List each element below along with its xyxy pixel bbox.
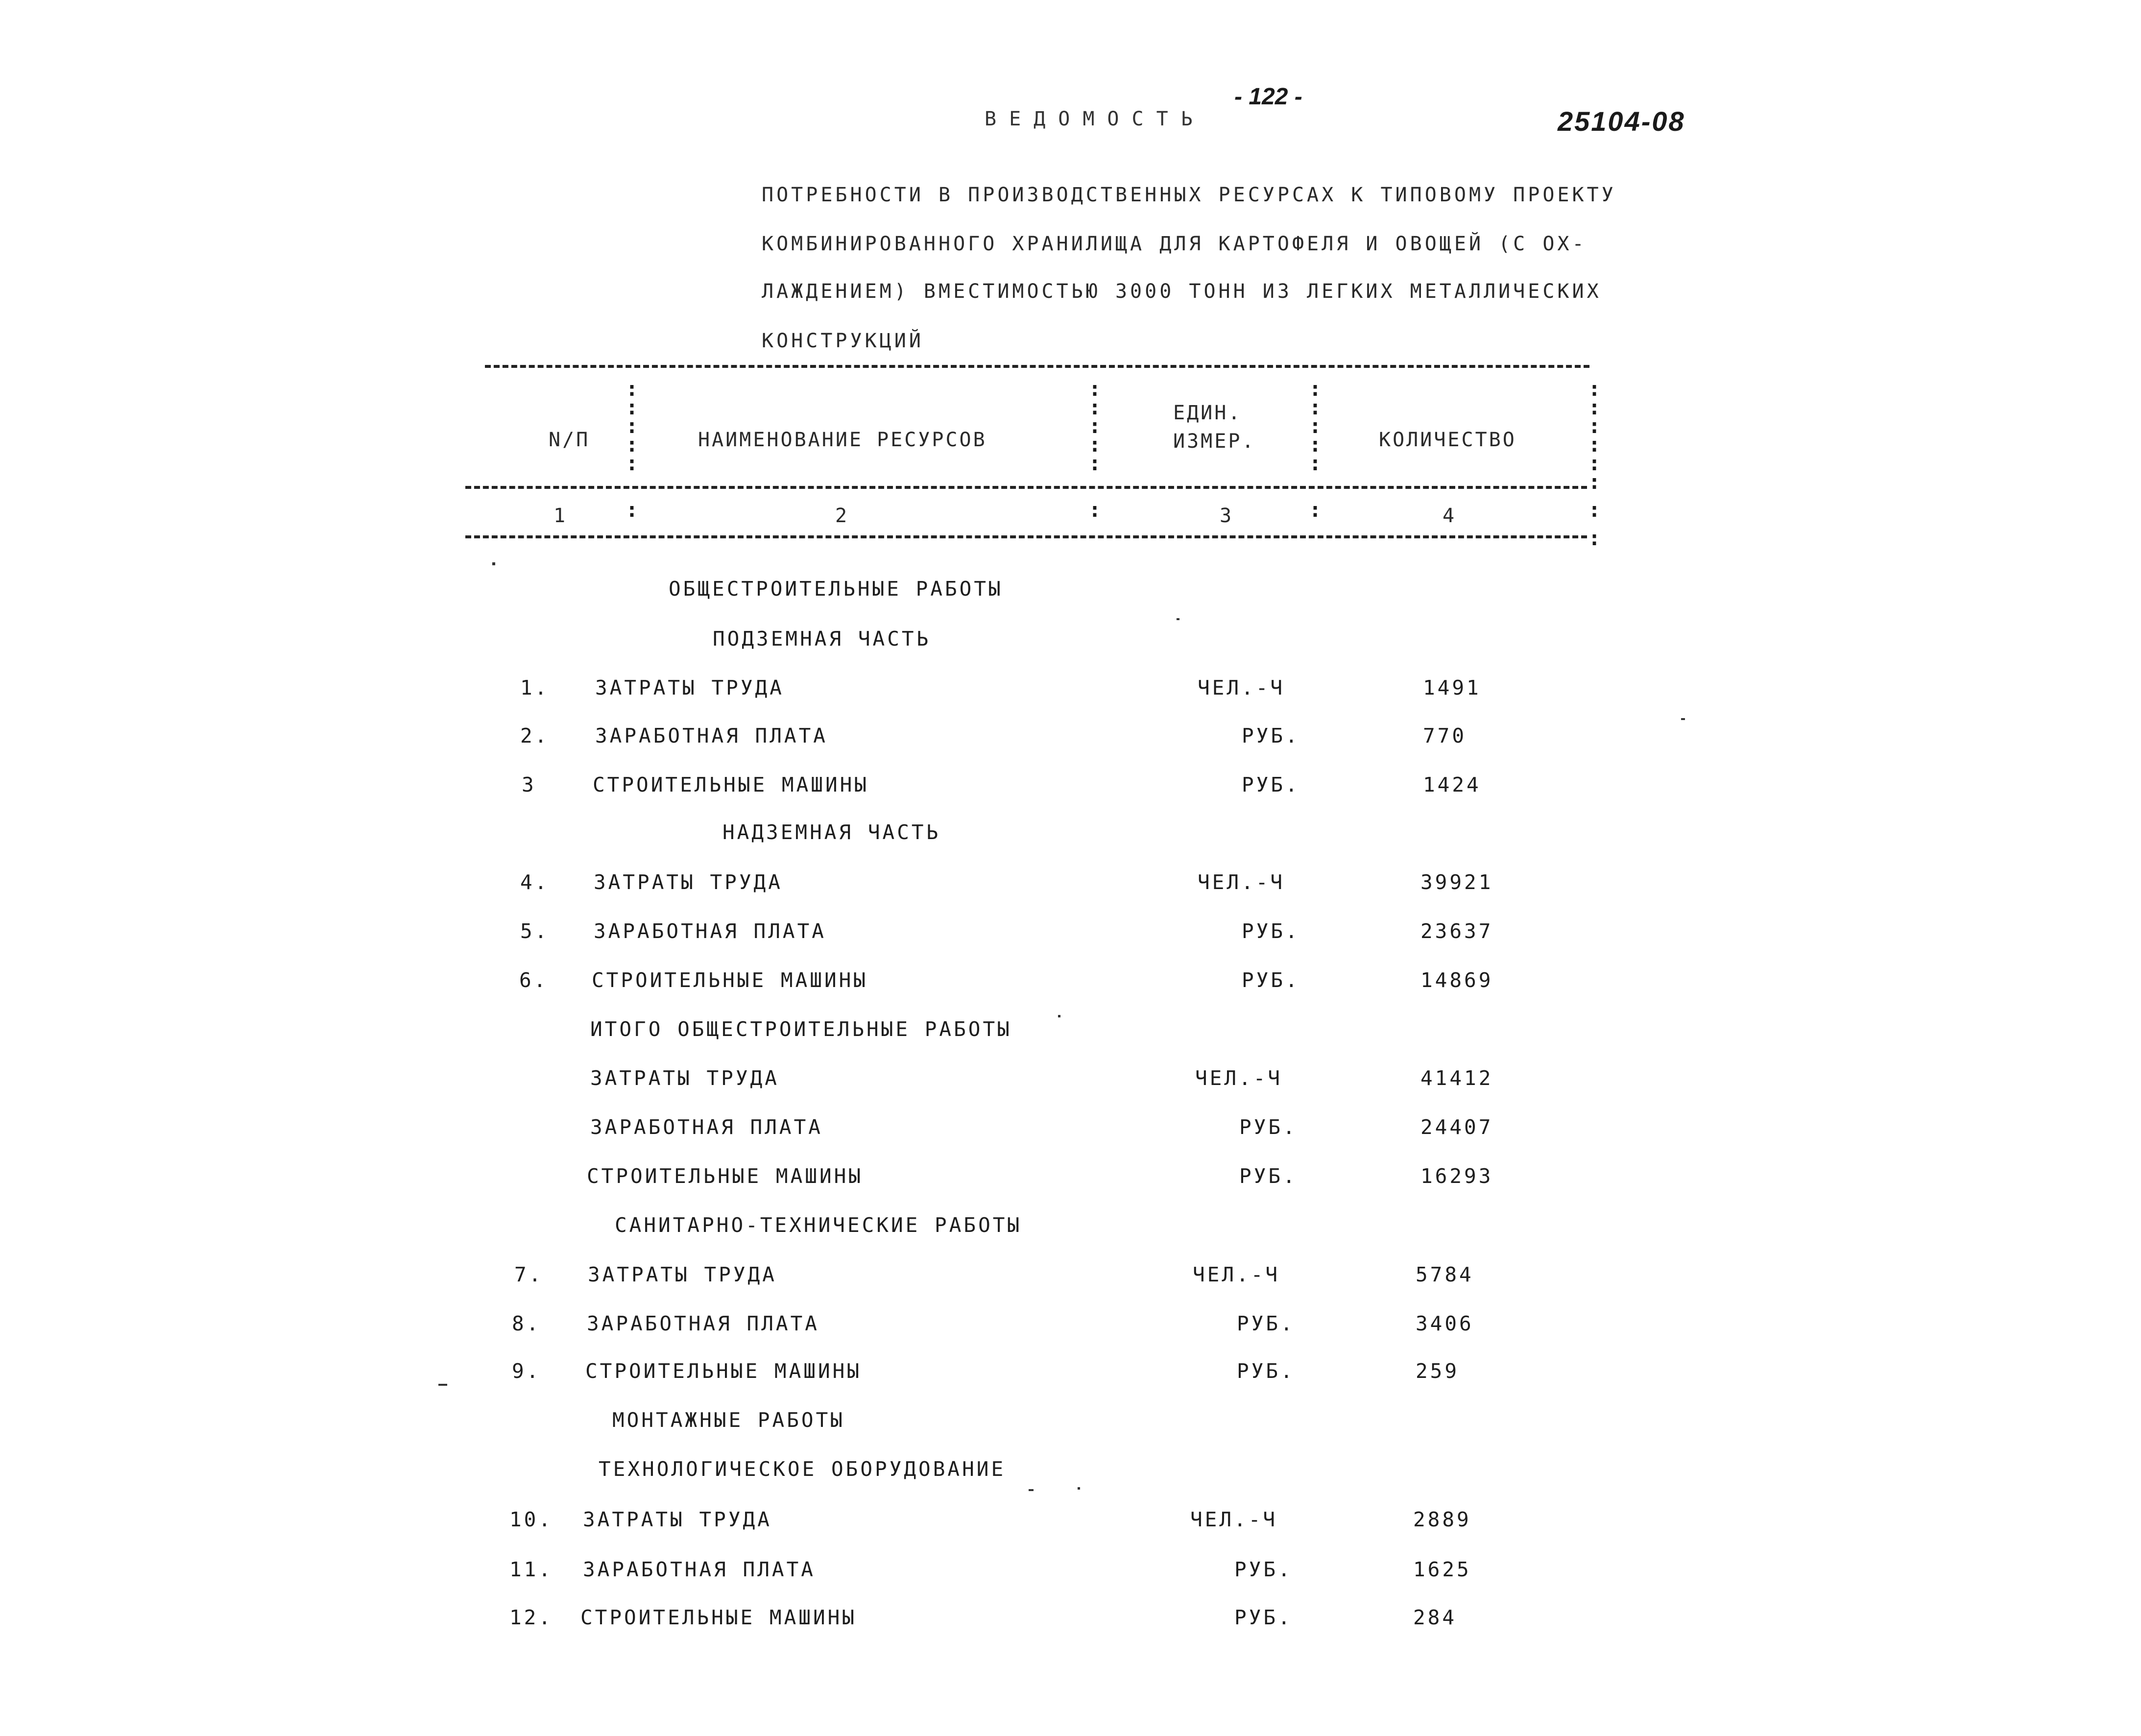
column-header-unit-line2: ИЗМЕР. (1173, 430, 1256, 453)
row-resource-name: СТРОИТЕЛЬНЫЕ МАШИНЫ (580, 1606, 857, 1629)
subtitle-line-2: КОМБИНИРОВАННОГО ХРАНИЛИЩА ДЛЯ КАРТОФЕЛЯ И ОВОЩЕЙ (С ОХ- (762, 233, 1587, 255)
table-top-rule (485, 365, 1589, 368)
row-quantity: 1625 (1413, 1558, 1471, 1581)
row-unit: РУБ. (1237, 1359, 1295, 1383)
column-header-number: N/П (549, 429, 590, 451)
row-unit: РУБ. (1234, 1558, 1293, 1581)
row-resource-name: ЗАРАБОТНАЯ ПЛАТА (594, 919, 826, 943)
column-separator: : : : : : (625, 377, 638, 475)
row-number: 2. (520, 724, 550, 747)
row-number: 8. (512, 1312, 541, 1335)
row-resource-name: СТРОИТЕЛЬНЫЕ МАШИНЫ (585, 1359, 862, 1383)
row-unit: РУБ. (1242, 968, 1300, 992)
column-separator: : : : : : (1309, 377, 1322, 475)
column-header-quantity: КОЛИЧЕСТВО (1379, 429, 1516, 451)
document-number: 25104-08 (1558, 106, 1685, 137)
row-number: 5. (520, 919, 550, 943)
column-index-2: 2 (835, 505, 849, 527)
subtitle-line-4: КОНСТРУКЦИЙ (762, 330, 924, 352)
section-subheading-equipment: ТЕХНОЛОГИЧЕСКОЕ ОБОРУДОВАНИЕ (599, 1457, 1006, 1481)
row-unit: РУБ. (1242, 724, 1300, 747)
document-title: ВЕДОМОСТЬ (985, 108, 1205, 130)
row-quantity: 39921 (1420, 870, 1493, 894)
section-subheading-underground: ПОДЗЕМНАЯ ЧАСТЬ (713, 627, 931, 651)
row-quantity: 5784 (1416, 1263, 1474, 1286)
column-index-3: 3 (1220, 505, 1234, 527)
subtitle-line-1: ПОТРЕБНОСТИ В ПРОИЗВОДСТВЕННЫХ РЕСУРСАХ К ТИПОВОМУ ПРОЕКТУ (762, 184, 1616, 206)
column-header-name: НАИМЕНОВАНИЕ РЕСУРСОВ (698, 429, 987, 451)
row-quantity: 259 (1416, 1359, 1460, 1383)
column-separator: : (625, 498, 638, 522)
row-quantity: 1491 (1423, 676, 1481, 699)
row-unit: ЧЕЛ.-Ч (1198, 676, 1285, 699)
column-separator: : (1309, 498, 1322, 522)
row-resource-name: СТРОИТЕЛЬНЫЕ МАШИНЫ (587, 1164, 863, 1188)
row-quantity: 284 (1413, 1606, 1457, 1629)
column-separator: : (1088, 498, 1101, 522)
row-quantity: 3406 (1416, 1312, 1474, 1335)
column-separator: : : : : : (1088, 377, 1101, 475)
row-unit: РУБ. (1242, 919, 1300, 943)
row-number: 11. (509, 1558, 553, 1581)
row-resource-name: ЗАТРАТЫ ТРУДА (594, 870, 783, 894)
scan-speck (492, 562, 495, 565)
row-unit: ЧЕЛ.-Ч (1195, 1066, 1283, 1090)
section-heading-sanitary: САНИТАРНО-ТЕХНИЧЕСКИЕ РАБОТЫ (615, 1213, 1022, 1237)
column-index-4: 4 (1443, 505, 1457, 527)
column-header-unit-line1: ЕДИН. (1173, 402, 1242, 424)
row-quantity: 23637 (1420, 919, 1493, 943)
row-quantity: 24407 (1420, 1115, 1493, 1139)
row-unit: РУБ. (1239, 1115, 1298, 1139)
row-number: 3 (522, 773, 536, 796)
row-unit: ЧЕЛ.-Ч (1190, 1508, 1278, 1531)
row-resource-name: ЗАРАБОТНАЯ ПЛАТА (587, 1312, 819, 1335)
scan-speck (1078, 1487, 1080, 1490)
row-resource-name: ЗАТРАТЫ ТРУДА (590, 1066, 779, 1090)
section-heading-general: ОБЩЕСТРОИТЕЛЬНЫЕ РАБОТЫ (669, 577, 1003, 601)
section-subheading-aboveground: НАДЗЕМНАЯ ЧАСТЬ (722, 820, 941, 844)
row-unit: РУБ. (1239, 1164, 1298, 1188)
row-quantity: 2889 (1413, 1508, 1471, 1531)
row-number: 10. (509, 1508, 553, 1531)
row-number: 9. (512, 1359, 541, 1383)
scan-speck (1177, 618, 1179, 620)
row-resource-name: ЗАРАБОТНАЯ ПЛАТА (583, 1558, 816, 1581)
row-unit: ЧЕЛ.-Ч (1198, 870, 1285, 894)
row-resource-name: СТРОИТЕЛЬНЫЕ МАШИНЫ (593, 773, 869, 796)
row-unit: РУБ. (1237, 1312, 1295, 1335)
table-index-rule (465, 535, 1587, 538)
row-number: 4. (520, 870, 550, 894)
subtitle-line-3: ЛАЖДЕНИЕМ) ВМЕСТИМОСТЬЮ 3000 ТОНН ИЗ ЛЕГКИХ МЕТАЛЛИЧЕСКИХ (762, 280, 1602, 303)
scan-speck (1058, 1015, 1060, 1017)
column-separator: : (1588, 498, 1601, 522)
row-unit: РУБ. (1242, 773, 1300, 796)
row-resource-name: ЗАТРАТЫ ТРУДА (588, 1263, 777, 1286)
row-quantity: 41412 (1420, 1066, 1493, 1090)
row-resource-name: ЗАТРАТЫ ТРУДА (583, 1508, 772, 1531)
row-unit: ЧЕЛ.-Ч (1193, 1263, 1280, 1286)
row-number: 7. (514, 1263, 544, 1286)
row-quantity: 16293 (1420, 1164, 1493, 1188)
table-header-rule (465, 486, 1587, 489)
row-quantity: 14869 (1420, 968, 1493, 992)
column-separator: : : : : : : (1588, 377, 1601, 494)
row-quantity: 770 (1423, 724, 1467, 747)
page-number: - 122 - (1234, 84, 1302, 110)
scan-speck (438, 1384, 447, 1386)
row-number: 12. (509, 1606, 553, 1629)
column-separator: : (1588, 526, 1601, 550)
row-quantity: 1424 (1423, 773, 1481, 796)
scan-speck (1681, 718, 1685, 720)
scan-speck (1029, 1489, 1034, 1491)
row-number: 6. (519, 968, 549, 992)
section-heading-total-general: ИТОГО ОБЩЕСТРОИТЕЛЬНЫЕ РАБОТЫ (590, 1017, 1012, 1041)
row-resource-name: СТРОИТЕЛЬНЫЕ МАШИНЫ (592, 968, 868, 992)
row-number: 1. (520, 676, 550, 699)
row-unit: РУБ. (1234, 1606, 1293, 1629)
row-resource-name: ЗАРАБОТНАЯ ПЛАТА (595, 724, 828, 747)
row-resource-name: ЗАРАБОТНАЯ ПЛАТА (590, 1115, 823, 1139)
row-resource-name: ЗАТРАТЫ ТРУДА (595, 676, 784, 699)
column-index-1: 1 (553, 505, 568, 527)
section-heading-installation: МОНТАЖНЫЕ РАБОТЫ (612, 1408, 845, 1432)
